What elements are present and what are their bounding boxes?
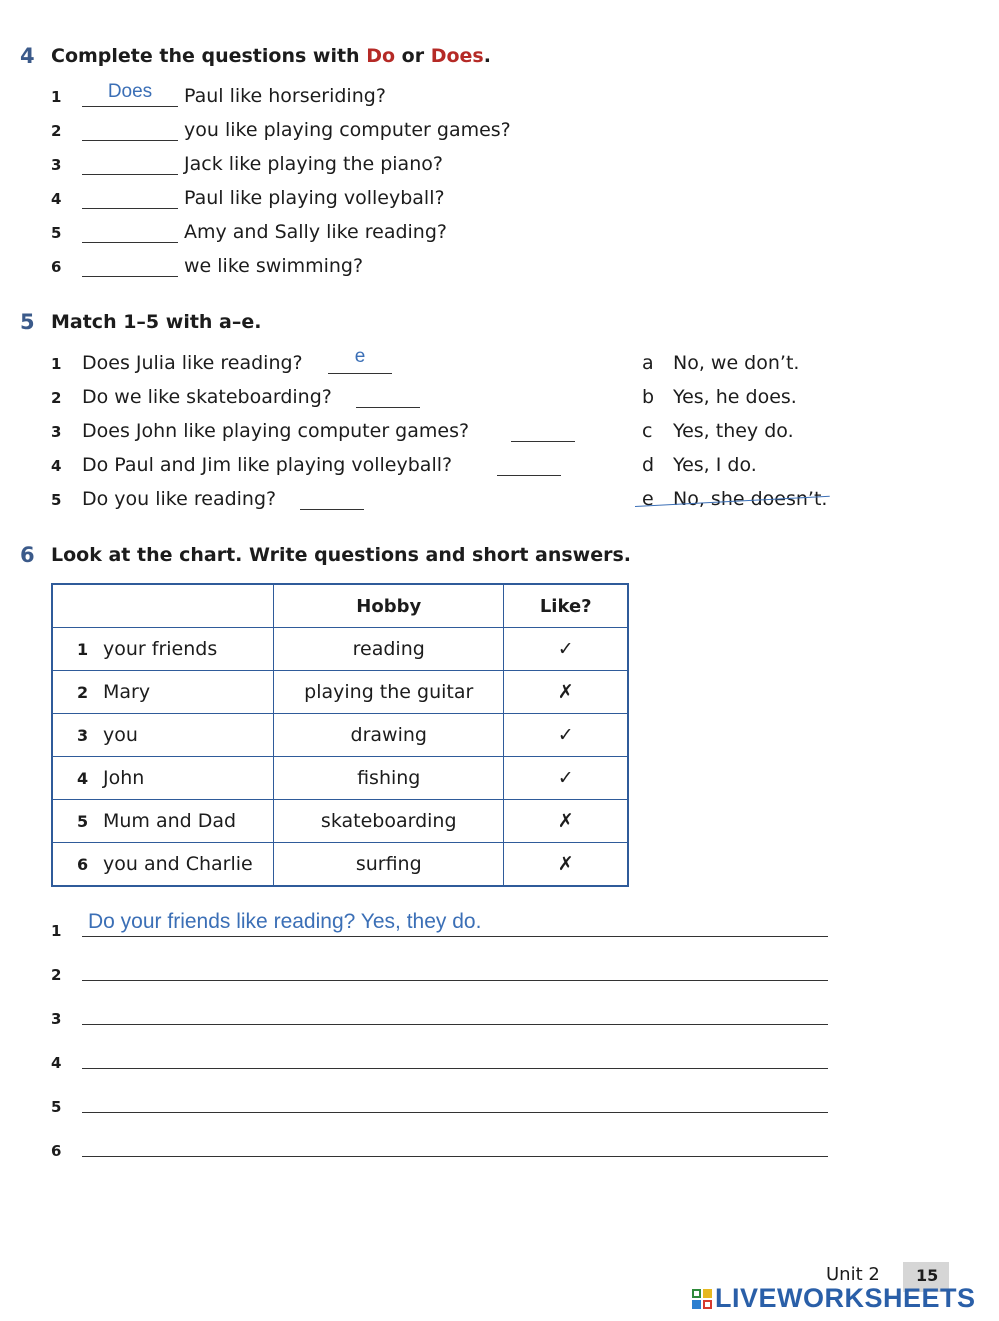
ex5-question-text: Do Paul and Jim like playing volleyball?: [82, 454, 453, 476]
chart-header-like: Like?: [504, 584, 628, 628]
word-does: Does: [430, 45, 484, 67]
chart-row: [52, 800, 628, 843]
check-mark-icon: ✓: [504, 714, 628, 757]
check-mark-icon: ✓: [504, 628, 628, 671]
ex4-item-text: we like swimming?: [184, 255, 364, 277]
chart-person: your friends: [103, 638, 218, 660]
ex5-question-text: Does John like playing computer games?: [82, 420, 470, 442]
liveworksheets-text: LIVEWORKSHEETS: [715, 1283, 976, 1313]
liveworksheets-grid-icon: [691, 1288, 713, 1310]
chart-row-number: 3: [77, 726, 89, 745]
chart-cell-person: [52, 800, 274, 843]
ex4-item-number: 1: [51, 88, 62, 106]
chart-row-number: 1: [77, 640, 89, 659]
ex4-item-text: Paul like horseriding?: [184, 85, 386, 107]
ex5-answer-letter: d: [642, 454, 655, 476]
cross-mark-icon: ✗: [504, 843, 628, 887]
chart-cell-hobby: skateboarding: [274, 800, 504, 843]
ex4-item-number: 2: [51, 122, 62, 140]
ex5-question-text: Do we like skateboarding?: [82, 386, 332, 408]
chart-row: [52, 757, 628, 800]
cross-mark-icon: ✗: [504, 671, 628, 714]
chart-person: Mary: [103, 681, 151, 703]
word-do: Do: [366, 45, 396, 67]
ex6-line-number: 6: [51, 1142, 62, 1160]
chart-row-number: 4: [77, 769, 89, 788]
ex5-question-text: Does Julia like reading?: [82, 352, 303, 374]
chart-cell-hobby: drawing: [274, 714, 504, 757]
chart-cell-person: [52, 757, 274, 800]
ex6-answer-input-4[interactable]: [88, 1041, 824, 1067]
ex5-answer-letter: a: [642, 352, 654, 374]
chart-row-number: 6: [77, 855, 89, 874]
ex5-answer-letter: e: [642, 488, 654, 510]
chart-person: John: [103, 767, 145, 789]
ex6-line-number: 4: [51, 1054, 62, 1072]
chart-cell-person: [52, 714, 274, 757]
check-mark-icon: ✓: [504, 757, 628, 800]
ex6-answer-input-2[interactable]: [88, 953, 824, 979]
ex6-line-number: 2: [51, 966, 62, 984]
chart-row: [52, 628, 628, 671]
ex5-question-text: Do you like reading?: [82, 488, 277, 510]
ex6-line-number: 1: [51, 922, 62, 940]
chart-cell-hobby: playing the guitar: [274, 671, 504, 714]
chart-row: [52, 671, 628, 714]
ex4-item-number: 4: [51, 190, 62, 208]
ex4-item-text: Amy and Sally like reading?: [184, 221, 447, 243]
ex6-answer-input-1[interactable]: [88, 909, 824, 935]
ex4-item-number: 3: [51, 156, 62, 174]
ex5-answer-input-3[interactable]: [511, 413, 575, 437]
chart-cell-person: [52, 843, 274, 887]
ex5-question-number: 1: [51, 355, 62, 373]
ex4-answer-input-2[interactable]: [82, 114, 178, 138]
unit-label: Unit 2: [826, 1264, 880, 1285]
chart-person: you and Charlie: [103, 853, 253, 875]
ex4-answer-input-4[interactable]: [82, 182, 178, 206]
ex5-answer-input-5[interactable]: [300, 481, 364, 505]
chart-person: you: [103, 724, 138, 746]
chart-cell-person: [52, 628, 274, 671]
chart-row: [52, 714, 628, 757]
ex5-answer-input-4[interactable]: [497, 447, 561, 471]
chart-row: [52, 843, 628, 887]
ex4-item-text: Paul like playing volleyball?: [184, 187, 445, 209]
exercise-5-title: Match 1–5 with a–e.: [51, 311, 262, 333]
ex5-question-number: 4: [51, 457, 62, 475]
chart-cell-hobby: reading: [274, 628, 504, 671]
liveworksheets-logo: [691, 1283, 976, 1314]
ex4-answer-input-5[interactable]: [82, 216, 178, 240]
ex4-item-text: Jack like playing the piano?: [184, 153, 443, 175]
ex5-question-number: 3: [51, 423, 62, 441]
exercise-4-number: 4: [20, 44, 35, 68]
ex6-answer-input-6[interactable]: [88, 1129, 824, 1155]
ex6-answer-input-5[interactable]: [88, 1085, 824, 1111]
ex5-answer-text: No, we don’t.: [673, 352, 800, 374]
ex6-line-number: 3: [51, 1010, 62, 1028]
ex5-answer-text: Yes, he does.: [673, 386, 797, 408]
ex5-answer-input-1[interactable]: [328, 345, 392, 369]
chart-person: Mum and Dad: [103, 810, 237, 832]
ex5-question-number: 5: [51, 491, 62, 509]
chart-header-empty: [52, 584, 274, 628]
ex4-answer-input-3[interactable]: [82, 148, 178, 172]
ex4-answer-input-6[interactable]: [82, 250, 178, 274]
cross-mark-icon: ✗: [504, 800, 628, 843]
exercise-4-title: Complete the questions with Do or Does.: [51, 45, 491, 67]
ex5-answer-input-2[interactable]: [356, 379, 420, 403]
page-number: 15: [916, 1266, 939, 1285]
chart-header-hobby: Hobby: [274, 584, 504, 628]
chart-header-row: [52, 584, 628, 628]
exercise-5-number: 5: [20, 310, 35, 334]
chart-row-number: 2: [77, 683, 89, 702]
ex6-answer-input-3[interactable]: [88, 997, 824, 1023]
chart-cell-person: [52, 671, 274, 714]
exercise-6-number: 6: [20, 543, 35, 567]
ex5-answer-text: Yes, I do.: [673, 454, 757, 476]
chart-cell-hobby: fishing: [274, 757, 504, 800]
exercise-6-title: Look at the chart. Write questions and short answers.: [51, 544, 632, 566]
ex6-line-number: 5: [51, 1098, 62, 1116]
chart-row-number: 5: [77, 812, 89, 831]
ex5-answer-letter: b: [642, 386, 655, 408]
ex4-item-number: 6: [51, 258, 62, 276]
hobby-chart: [51, 583, 629, 887]
ex5-answer-text: Yes, they do.: [673, 420, 794, 442]
ex4-answer-input-1[interactable]: [82, 80, 178, 104]
ex5-answer-letter: c: [642, 420, 653, 442]
ex4-item-number: 5: [51, 224, 62, 242]
ex4-item-text: you like playing computer games?: [184, 119, 511, 141]
ex5-answer-text: No, she doesn’t.: [673, 488, 828, 510]
chart-cell-hobby: surfing: [274, 843, 504, 887]
ex5-question-number: 2: [51, 389, 62, 407]
